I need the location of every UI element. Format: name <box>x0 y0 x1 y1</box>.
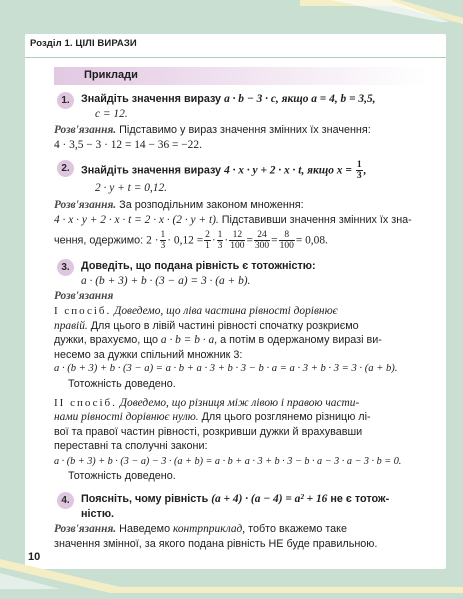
example-4 <box>54 492 426 521</box>
task-text: Знайдіть значення виразу a · b − 3 · c, якщо a = 4, b = 3,5, <box>81 93 376 105</box>
example-number: 4. <box>57 492 74 509</box>
example-3 <box>54 259 426 288</box>
example-1 <box>54 92 426 121</box>
example-2 <box>54 160 426 196</box>
example-3-solution: Розв'язання І спосіб. Доведемо, що ліва частина рівності дорівнює правій. Для цього в лівій частині рівності спочатку розкриємо дужки, врахуємо, що a · b = b · a, а потім в одержаному виразі ви- несемо за дужки спільний множник 3: a · (b + 3) + b · (3 − a) = a · b + a · 3 + b · 3 − b · a = a · 3 + b · 3 = 3 · (a + b). Тотожність доведено. ІІ спосіб. Доведемо, що різниця між лівою і правою части- нами рівності дорівнює нулю. Для цього розглянемо різницю лі- вої та правої частин рівності, розкривши дужки й врахувавши переставні та сполучні закони: a · (b + 3) + b · (3 − a) − 3 · (a + b) = a · b + a · 3 + b · 3 − b · a − 3 · a − 3 · b = 0. Тотожність доведено. <box>54 289 426 484</box>
example-number: 2. <box>57 160 74 177</box>
section-title: Розділ 1. ЦІЛІ ВИРАЗИ <box>30 38 137 49</box>
examples-title: Приклади <box>84 69 138 81</box>
page-number: 10 <box>28 551 41 563</box>
example-number: 3. <box>57 259 74 276</box>
task-text: Доведіть, що подана рівність є тотожністю: <box>81 260 316 273</box>
example-2-solution: Розв'язання. За розподільним законом множення: 4 · x · y + 2 · x · t = 2 · x · (2 · y + t). Підставивши значення змінних їх зна- чення, одержимо: 2 · $\frac{1}{3}$ · 0,12 = $\frac{2}{1}$ · $\frac{1}{3}$ · $\frac{12}{100}$ = $\frac{24}{300}$ = $\frac{8}{100}$ = 0,08. <box>54 198 412 252</box>
task-text: Знайдіть значення виразу 4 · x · y + 2 · x · t, якщо x = $\frac{1}{3}$ , <box>81 160 367 182</box>
task-text-cont: 2 · y + t = 0,12. <box>95 182 168 195</box>
example-number: 1. <box>57 92 74 109</box>
method-2: ІІ спосіб. Доведемо, що різниця між лівою і правою части- <box>54 396 360 409</box>
task-text: Поясніть, чому рівність (a + 4) · (a − 4) = a² + 16 не є тотож- <box>81 493 390 506</box>
frame-bottom-decoration <box>0 559 463 599</box>
page-header <box>25 34 446 58</box>
task-text-cont: c = 12. <box>95 107 128 120</box>
method-1: І спосіб. Доведемо, що ліва частина рівності дорівнює <box>54 304 338 317</box>
task-text-cont: ністю. <box>81 507 115 520</box>
example-4-solution: Розв'язання. Наведемо контрприклад, тобто вкажемо таке значення змінної, за якого подана рівність НЕ буде правильною. <box>54 523 378 550</box>
example-1-solution: Розв'язання. Підставимо у вираз значення змінних їх значення: 4 · 3,5 − 3 · 12 = 14 − 36 = −22. <box>54 124 371 151</box>
examples-heading-band <box>54 67 426 85</box>
task-identity: a · (b + 3) + b · (3 − a) = 3 · (a + b). <box>81 274 251 287</box>
page-content <box>54 86 426 551</box>
frame-top-decoration <box>0 0 463 36</box>
